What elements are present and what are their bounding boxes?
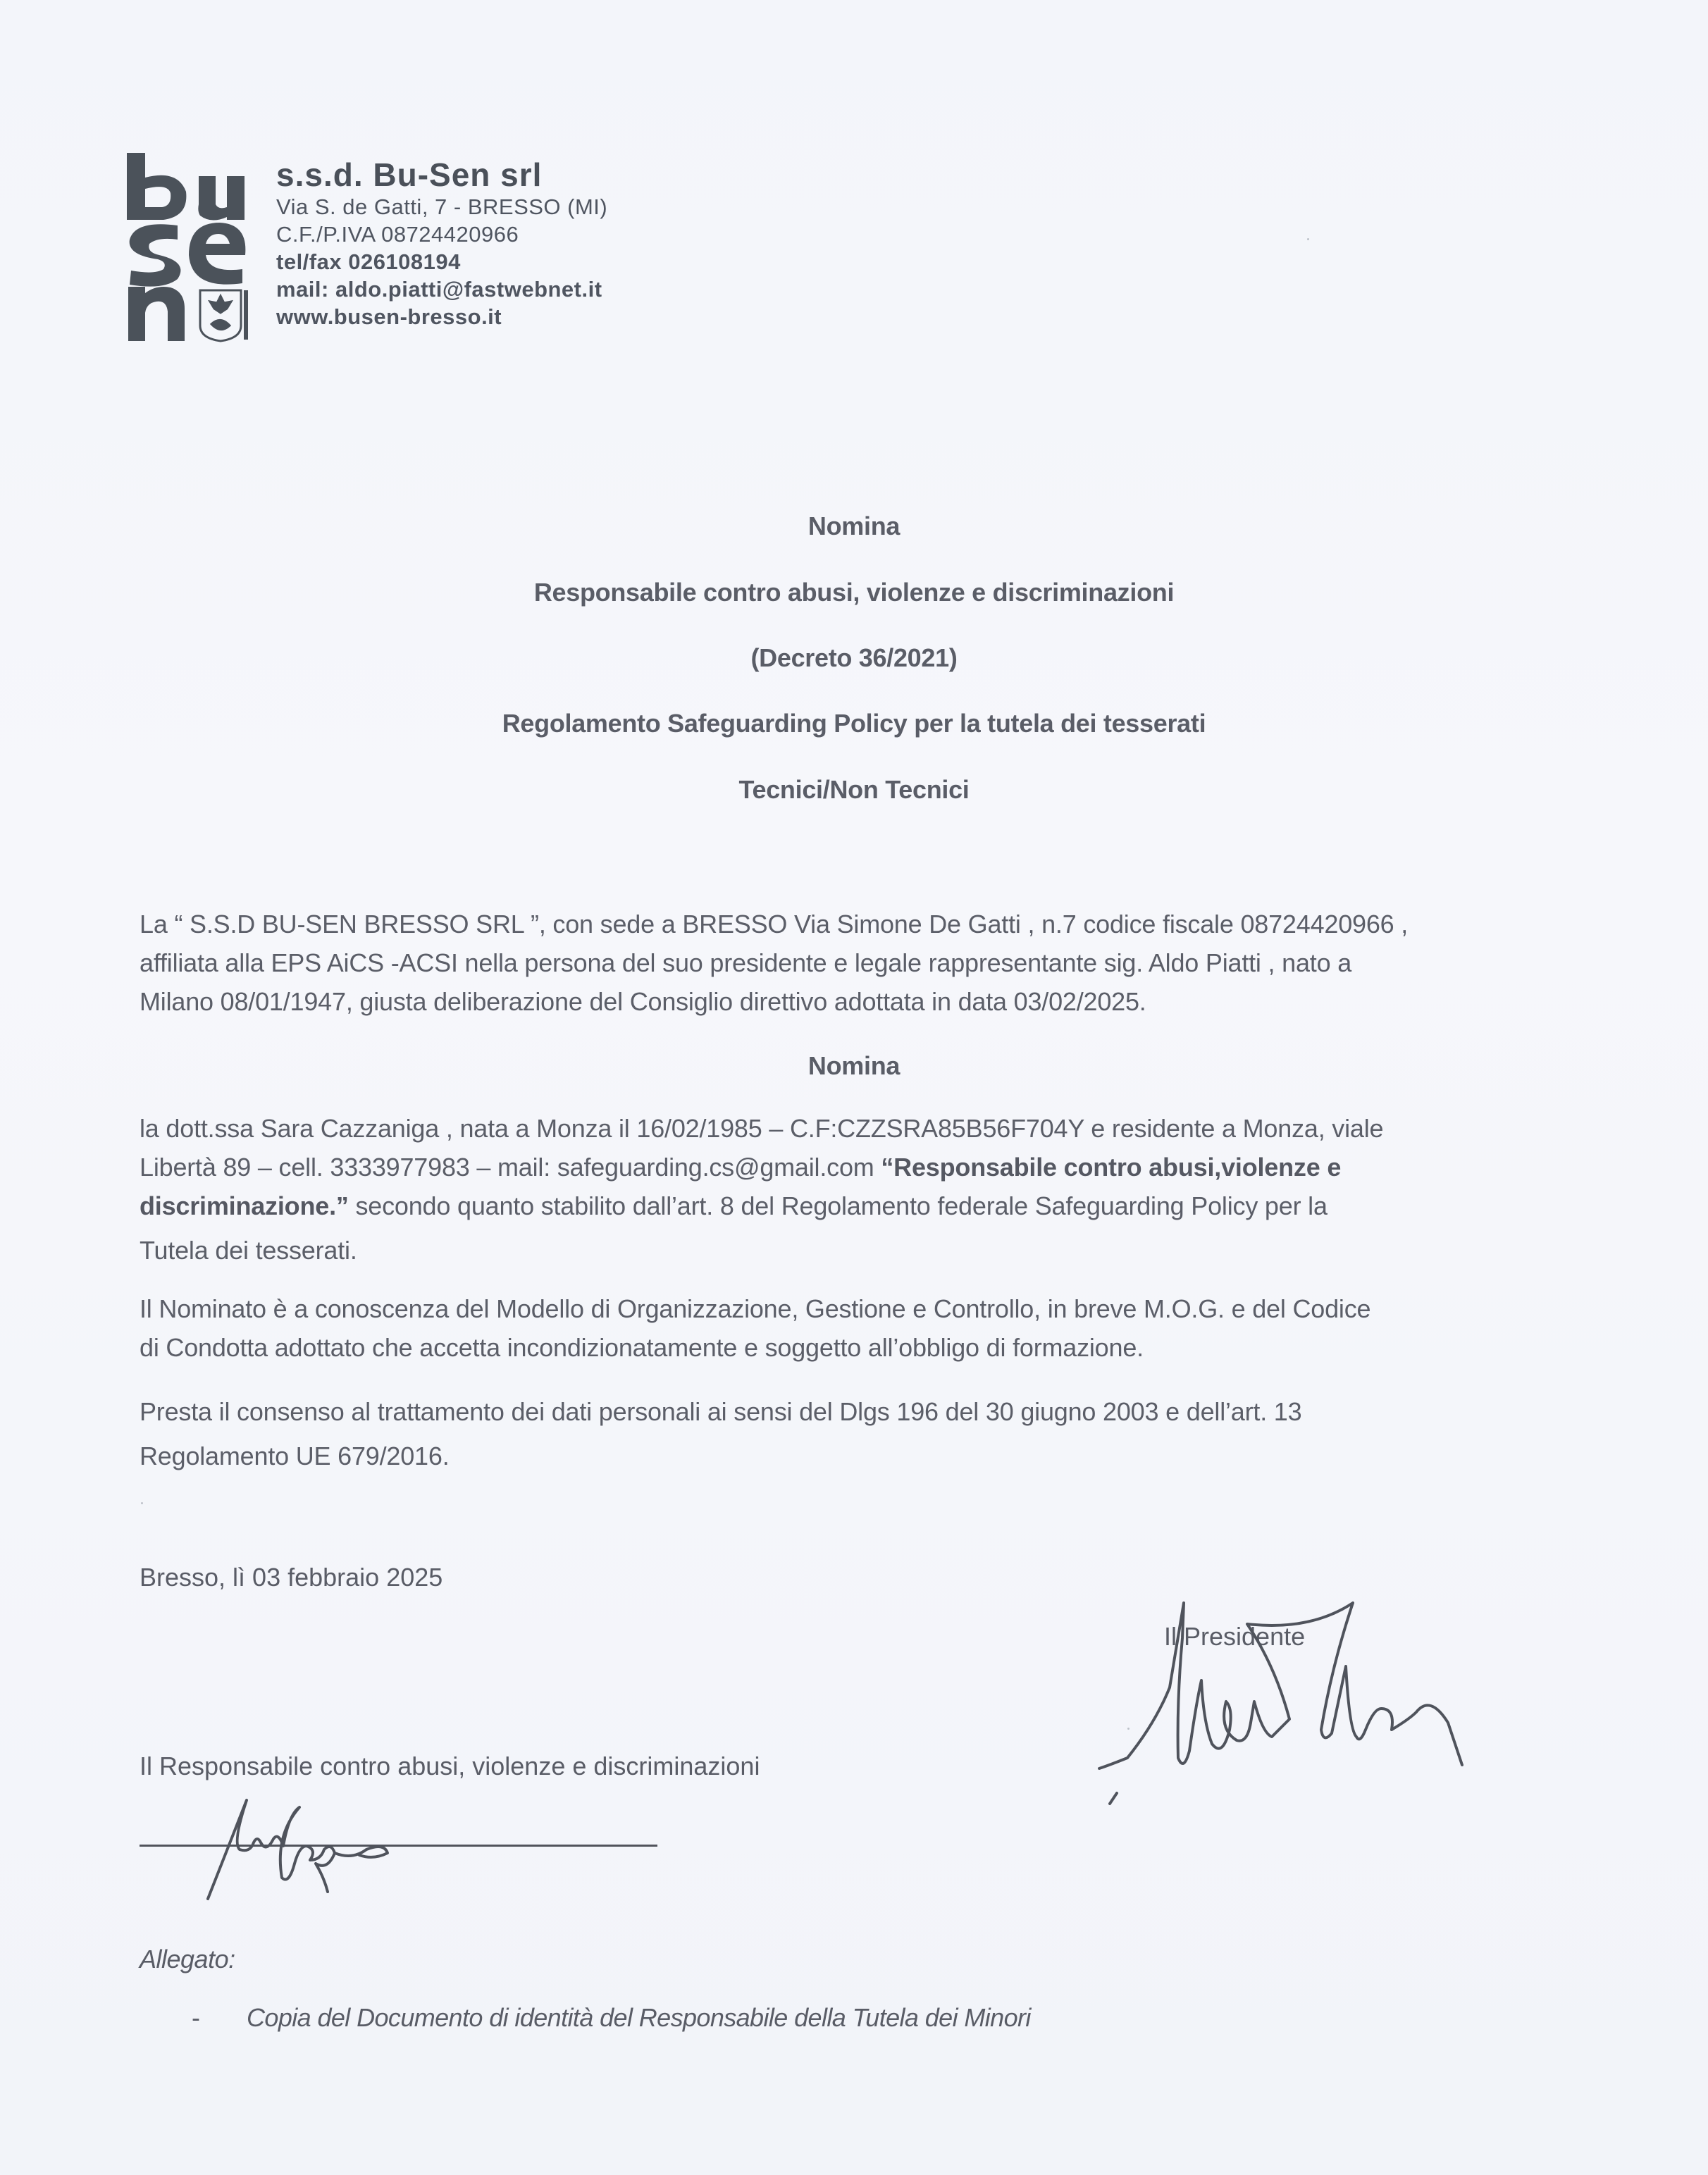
scan-speck (1127, 1728, 1130, 1730)
logo-letter-b-bowl (145, 175, 186, 220)
paragraph-line: Il Nominato è a conoscenza del Modello di Organizzazione, Gestione e Controllo, in breve M.O.G. e del Codice (140, 1294, 1371, 1323)
place-and-date: Bresso, lì 03 febbraio 2025 (140, 1563, 443, 1592)
title-category: Tecnici/Non Tecnici (738, 775, 970, 804)
company-email[interactable]: mail: aldo.piatti@fastwebnet.it (276, 277, 602, 302)
responsible-signature (183, 1793, 479, 1934)
paragraph-appointee (140, 1109, 1556, 1270)
logo-letter-u (198, 176, 245, 221)
logo-letter-e (189, 223, 245, 285)
title-regulation: Regolamento Safeguarding Policy per la tutela dei tesserati (502, 709, 1206, 738)
logo-letter-n (128, 287, 185, 341)
logo-letter-b-stem (127, 153, 145, 220)
paragraph-line: La “ S.S.D BU-SEN BRESSO SRL ”, con sede a BRESSO Via Simone De Gatti , n.7 codice fiscale 08724420966 , (140, 910, 1409, 938)
role-title-bold-end: discriminazione.” (140, 1191, 349, 1220)
attachment-text: Copia del Documento di identità del Responsabile della Tutela dei Minori (247, 2003, 1031, 2032)
company-tax-id: C.F./P.IVA 08724420966 (276, 222, 519, 247)
title-nomina: Nomina (807, 512, 901, 540)
paragraph-mog (140, 1289, 1556, 1367)
company-name: s.s.d. Bu-Sen srl (276, 156, 543, 193)
paragraph-line: affiliata alla EPS AiCS -ACSI nella persona del suo presidente e legale rappresentante sig. Aldo Piatti , nato a (140, 948, 1352, 977)
paragraph-line (140, 1186, 1556, 1225)
paragraph-line: Regolamento UE 679/2016. (140, 1442, 450, 1470)
company-address: Via S. de Gatti, 7 - BRESSO (MI) (276, 194, 608, 219)
president-signature (1078, 1561, 1494, 1814)
paragraph-line: Milano 08/01/1947, giusta deliberazione del Consiglio direttivo adottata in data 03/02/2025. (140, 987, 1146, 1016)
paragraph-company (140, 905, 1556, 1021)
role-title-bold: “Responsabile contro abusi,violenze e (881, 1153, 1342, 1182)
logo-crest-icon (200, 290, 248, 341)
title-decree: (Decreto 36/2021) (750, 643, 958, 672)
title-role: Responsabile contro abusi, violenze e discriminazioni (533, 578, 1175, 607)
paragraph-line: Presta il consenso al trattamento dei dati personali ai sensi del Dlgs 196 del 30 giugno 2003 e dell’art. 13 (140, 1397, 1302, 1426)
paragraph-line (140, 1148, 1556, 1186)
letterhead (276, 156, 607, 330)
attachments-label: Allegato: (140, 1945, 235, 1973)
attachment-bullet: - (192, 2003, 200, 2032)
paragraph-line: la dott.ssa Sara Cazzaniga , nata a Monza il 16/02/1985 – C.F:CZZSRA85B56F704Y e residente a Monza, viale (140, 1114, 1384, 1143)
attachment-item (192, 2003, 1031, 2033)
paragraph-line: Tutela dei tesserati. (140, 1236, 357, 1265)
paragraph-line: di Condotta adottato che accetta incondizionatamente e soggetto all’obbligo di formazione. (140, 1333, 1144, 1362)
busen-logo (121, 149, 252, 343)
paragraph-privacy-consent (140, 1392, 1556, 1475)
nomina-heading: Nomina (807, 1051, 901, 1080)
scan-speck (141, 1502, 143, 1504)
regulation-reference: secondo quanto stabilito dall’art. 8 del Regolamento federale Safeguarding Policy per la (348, 1191, 1328, 1220)
company-phone: tel/fax 026108194 (276, 249, 461, 274)
appointee-contact: Libertà 89 – cell. 3333977983 – mail: safeguarding.cs@gmail.com (140, 1153, 881, 1182)
company-website[interactable]: www.busen-bresso.it (276, 304, 502, 329)
responsible-label: Il Responsabile contro abusi, violenze e discriminazioni (140, 1752, 760, 1780)
president-label: Il Presidente (1164, 1622, 1306, 1651)
scan-speck (1307, 238, 1309, 240)
logo-letter-s (130, 224, 181, 286)
